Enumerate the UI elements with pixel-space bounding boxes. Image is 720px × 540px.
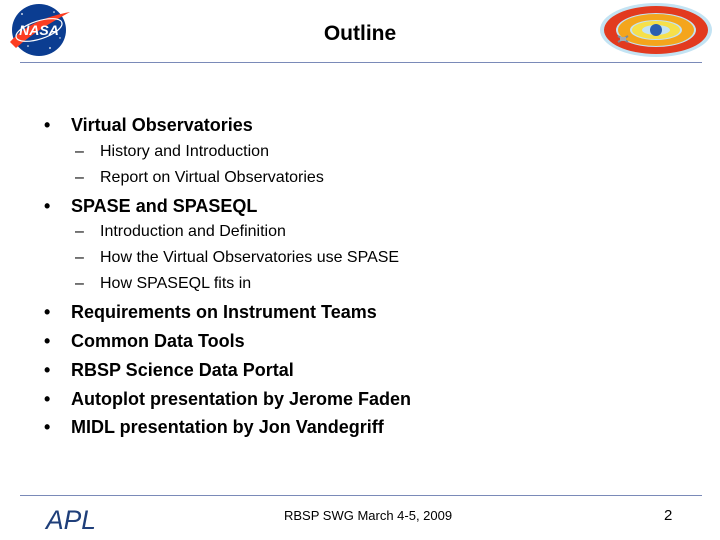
footer-divider: [20, 495, 702, 496]
title-divider: [20, 62, 702, 63]
bullet-marker: •: [44, 389, 51, 409]
page-number: 2: [664, 507, 673, 524]
outline-item-text: SPASE and SPASEQL: [71, 196, 258, 216]
outline-item-text: Common Data Tools: [71, 331, 245, 351]
bullet-marker: •: [44, 115, 51, 135]
footer-event: RBSP SWG March 4-5, 2009: [284, 508, 453, 523]
outline-subitem-text: How SPASEQL fits in: [100, 275, 252, 292]
outline-subitem-text: Introduction and Definition: [100, 223, 286, 240]
radiation-belts-icon: [598, 2, 716, 58]
apl-logo-icon: [44, 503, 100, 533]
outline-subitem-text: How the Virtual Observatories use SPASE: [100, 249, 400, 266]
dash-marker: –: [75, 249, 84, 266]
bullet-marker: •: [44, 360, 51, 380]
bullet-marker: •: [44, 302, 51, 322]
dash-marker: –: [75, 169, 84, 186]
dash-marker: –: [75, 275, 84, 292]
outline-item-text: Autoplot presentation by Jerome Faden: [71, 389, 412, 409]
dash-marker: –: [75, 223, 84, 240]
bullet-marker: •: [44, 196, 51, 216]
slide-title: Outline: [323, 22, 397, 45]
nasa-logo-text: NASA: [19, 22, 59, 38]
outline-subitem-text: History and Introduction: [100, 143, 269, 160]
bullet-marker: •: [44, 331, 51, 351]
outline-item-text: RBSP Science Data Portal: [71, 360, 294, 380]
outline-item-text: Virtual Observatories: [71, 115, 253, 135]
outline-item-text: Requirements on Instrument Teams: [71, 302, 377, 322]
dash-marker: –: [75, 143, 84, 160]
bullet-marker: •: [44, 417, 51, 437]
outline-item-text: MIDL presentation by Jon Vandegriff: [71, 417, 384, 437]
apl-logo-text: APL: [44, 505, 96, 533]
outline-subitem-text: Report on Virtual Observatories: [100, 169, 324, 186]
